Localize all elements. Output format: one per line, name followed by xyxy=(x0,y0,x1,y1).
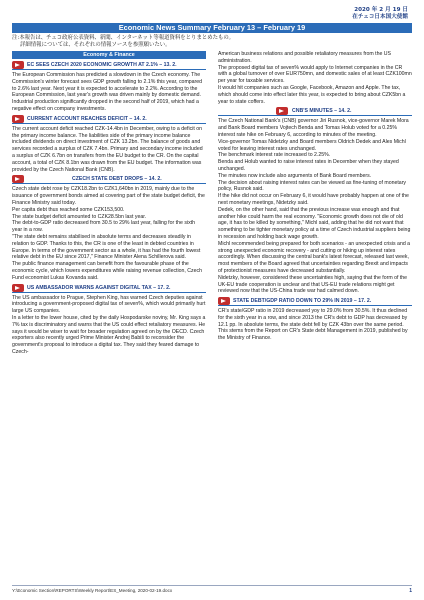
intro-line-2: 詳細情報については、それぞれの情報ソースを参照願いたい。 xyxy=(20,42,171,49)
intro-line-1: 注:本報告は、チェコ政府公表資料、新聞、インターネット等報道資料をとりまとめたもの。 xyxy=(12,35,234,41)
document-header xyxy=(352,7,408,21)
section-heading-state-debt xyxy=(12,175,206,184)
paragraph: The minutes now include also arguments of Bank Board members. xyxy=(218,172,372,179)
paragraph: The state budget deficit amounted to CZK28.5bn last year. xyxy=(12,213,147,220)
arrow-icon xyxy=(12,284,24,292)
section-heading-debt-gdp xyxy=(218,297,412,306)
heading-text: CNB'S MINUTES – 14. 2. xyxy=(292,108,352,115)
arrow-icon xyxy=(218,297,230,305)
paragraph: The benchmark interest rate increased to 2.25%. xyxy=(218,152,331,159)
intro-note xyxy=(12,35,412,49)
paragraph: Benda and Holub wanted to raise interest rates in December when they stayed unchanged. xyxy=(218,159,399,172)
file-path: Y:\Economic Section\REPORTS\Weekly Report\ES_Meeting, 2020-02-19.docx xyxy=(12,588,173,593)
arrow-icon xyxy=(276,107,288,115)
paragraph: Per capita debt thus reached some CZK153,500. xyxy=(12,206,125,213)
heading-text: STATE DEBT/GDP RATIO DOWN TO 29% IN 2019 – 17. 2. xyxy=(233,298,372,305)
section-heading-ec-growth xyxy=(12,61,206,70)
page-footer xyxy=(12,585,412,594)
arrow-icon xyxy=(12,61,24,69)
heading-text: EC SEES CZECH 2020 ECONOMIC GROWTH AT 2.1% – 13. 2. xyxy=(27,62,177,68)
paragraph: The European Commission has predicted a slowdown in the Czech economy. The Commission's winter forecast sees GDP growth falling to 2.1% this year, compared to 2.6% last year. Next year it is expected to accelerate to 2.2%. According to the European Commission, last year's growth was driven mainly by domestic demand. Industrial production significantly dropped in the second half of 2019, which had a negative effect on company investments. xyxy=(12,72,203,112)
section-heading-current-account xyxy=(12,115,206,124)
left-column xyxy=(12,51,206,356)
paragraph: The decision about raising interest rates can be viewed as fine-tuning of monetary policy, Rusnok said. xyxy=(218,179,407,193)
paragraph: The current account deficit reached CZK-14.4bn in December, owing to a deficit on the primary income balance. The liabilities side of the primary income balance included dividends on direct investment of CZK 13.2bn. The balance of goods and services recorded a surplus of CZK 7.4bn. Primary and secondary income included a surplus of CZK 6.7bn on transfers from the EU budget to the CR. On the capital account, a total of CZK 8.1bn was drawn from the EU budget. The information was provided by the Czech National Bank (CNB). xyxy=(12,125,203,173)
paragraph: Vice-governor Tomas Nidetzky and Board members Oldrich Dedek and Ales Michl voted for leaving interest rates unchanged. xyxy=(218,138,406,152)
heading-text: US AMBASSADOR WARNS AGAINST DIGITAL TAX – 17. 2. xyxy=(27,284,171,291)
paragraph: CR's state/GDP ratio in 2019 decreased yoy to 29.0% from 30.5%. It thus declined for the sixth year in a row, and since 2013 the CR's debt to GDP has decreased by 12.1 pp. In absolute terms, the state debt fell by CZK 43bn over the same period. This stems from the Report on CR's State debt Management in 2019, published by the Ministry of Finance. xyxy=(218,308,408,342)
paragraph: The debt-to-GDP ratio decreased from 30.5 to 29% last year, falling for the sixth year in a row. xyxy=(12,220,196,234)
embassy-name: 在チェコ日本国大使館 xyxy=(352,14,408,20)
heading-text: CURRENT ACCOUNT REACHES DEFICIT – 14. 2. xyxy=(27,115,147,122)
heading-text: CZECH STATE DEBT DROPS – 14. 2. xyxy=(72,176,162,183)
paragraph: Nidetzky, however, considered these uncertainties high, saying that the form of the UK-EU trade cooperation is unclear and that US-EU trade relations might get reviewed now that the US-China trade war had calmed down. xyxy=(218,274,408,295)
paragraph: In a letter to the lower house, cited by the daily Hospodarske noviny, Mr. King says a 7% tax is discriminatory and warns that the US could effect retaliatory measures. He says it would be wiser to wait for broader regulation agreed on by the OECD. Czech exporters also recently urged Prime Minister Andrej Babiš to reconsider the government's proposal to introduce a digital tax. They said they feared damage to Czech- xyxy=(12,314,206,355)
paragraph: The US ambassador to Prague, Stephen King, has warned Czech deputies against introducing a government-proposed digital tax of seven%, which would primarily hurt large US companies. xyxy=(12,294,206,315)
paragraph: It would hit companies such as Google, Facebook, Amazon and Apple. The tax, which should come into effect later this year, is expected to bring about CZK5bn a year to state coffers. xyxy=(218,84,406,105)
paragraph: Michl recommended being prepared for both scenarios - an unexpected crisis and a strong unexpected economic recovery - and cutting or hiking up interest rates accordingly. When discussing the central bank's latest forecast, released last week, most members of the Board agreed that uncertainties regarding Brexit and impacts of protectionist measures have decreased substantially. xyxy=(218,240,411,274)
paragraph: The Czech National Bank's (CNB) governor Jiri Rusnok, vice-governor Marek Mora and Bank Board members Vojtech Benda and Tomas Holub voted for a 0.25% interest rate hike on February 6, according to minutes of the meeting. xyxy=(218,118,409,138)
paragraph: "The state debt remains stabilised in absolute terms and decreases steadily in relation to GDP. Thanks to this, the CR is one of the least in debted countries in Europe. In terms of the government sector as a whole, it has had the fourth lowest relative debt in the EU since 2017," Finance Minister Alena Schillerova said. xyxy=(12,233,201,261)
right-column xyxy=(218,51,412,342)
section-bar-economy-finance: Economy & Finance xyxy=(12,51,206,59)
report-date: 2020 年 2 月 19 日 xyxy=(354,7,408,13)
paragraph: Dedek, on the other hand, said that the previous increase was enough and that another hike could harm the real economy. "Economic growth does not die of old age, it has to be killed by something," Michl said, adding that he did not want that something to be tighter monetary policy at a time of Czech industrial suppliers being in recession and holding back wage growth. xyxy=(218,206,411,240)
paragraph: American business relations and possible retaliatory measures from the US administration. xyxy=(218,51,391,64)
page-number: 1 xyxy=(409,588,412,594)
section-heading-cnb-minutes xyxy=(218,107,412,116)
paragraph: The public finance management can benefit from the favourable phase of the economic cycle, which lowers expenditures while raising revenue collection, Czech Fund economist Lukas Kovanda said. xyxy=(12,261,203,281)
paragraph: The proposed digital tax of seven% would apply to Internet companies in the CR with a global turnover of over EUR750mn, and domestic sales of at least CZK100mn per year for taxable services. xyxy=(218,64,412,85)
section-heading-digital-tax xyxy=(12,284,206,293)
paragraph: Czech state debt rose by CZK18.2bn to CZK1,640bn in 2019, mainly due to the issuance of government bonds aimed at covering part of the state budget deficit, the Finance Ministry said today. xyxy=(12,186,205,206)
arrow-icon xyxy=(12,175,24,183)
arrow-icon xyxy=(12,115,24,123)
document-title: Economic News Summary February 13 – February 19 xyxy=(12,23,412,33)
paragraph: If the hike did not occur on February 6, it would have probably happen at one of the next monetary meetings, Nidetzky said. xyxy=(218,193,409,206)
